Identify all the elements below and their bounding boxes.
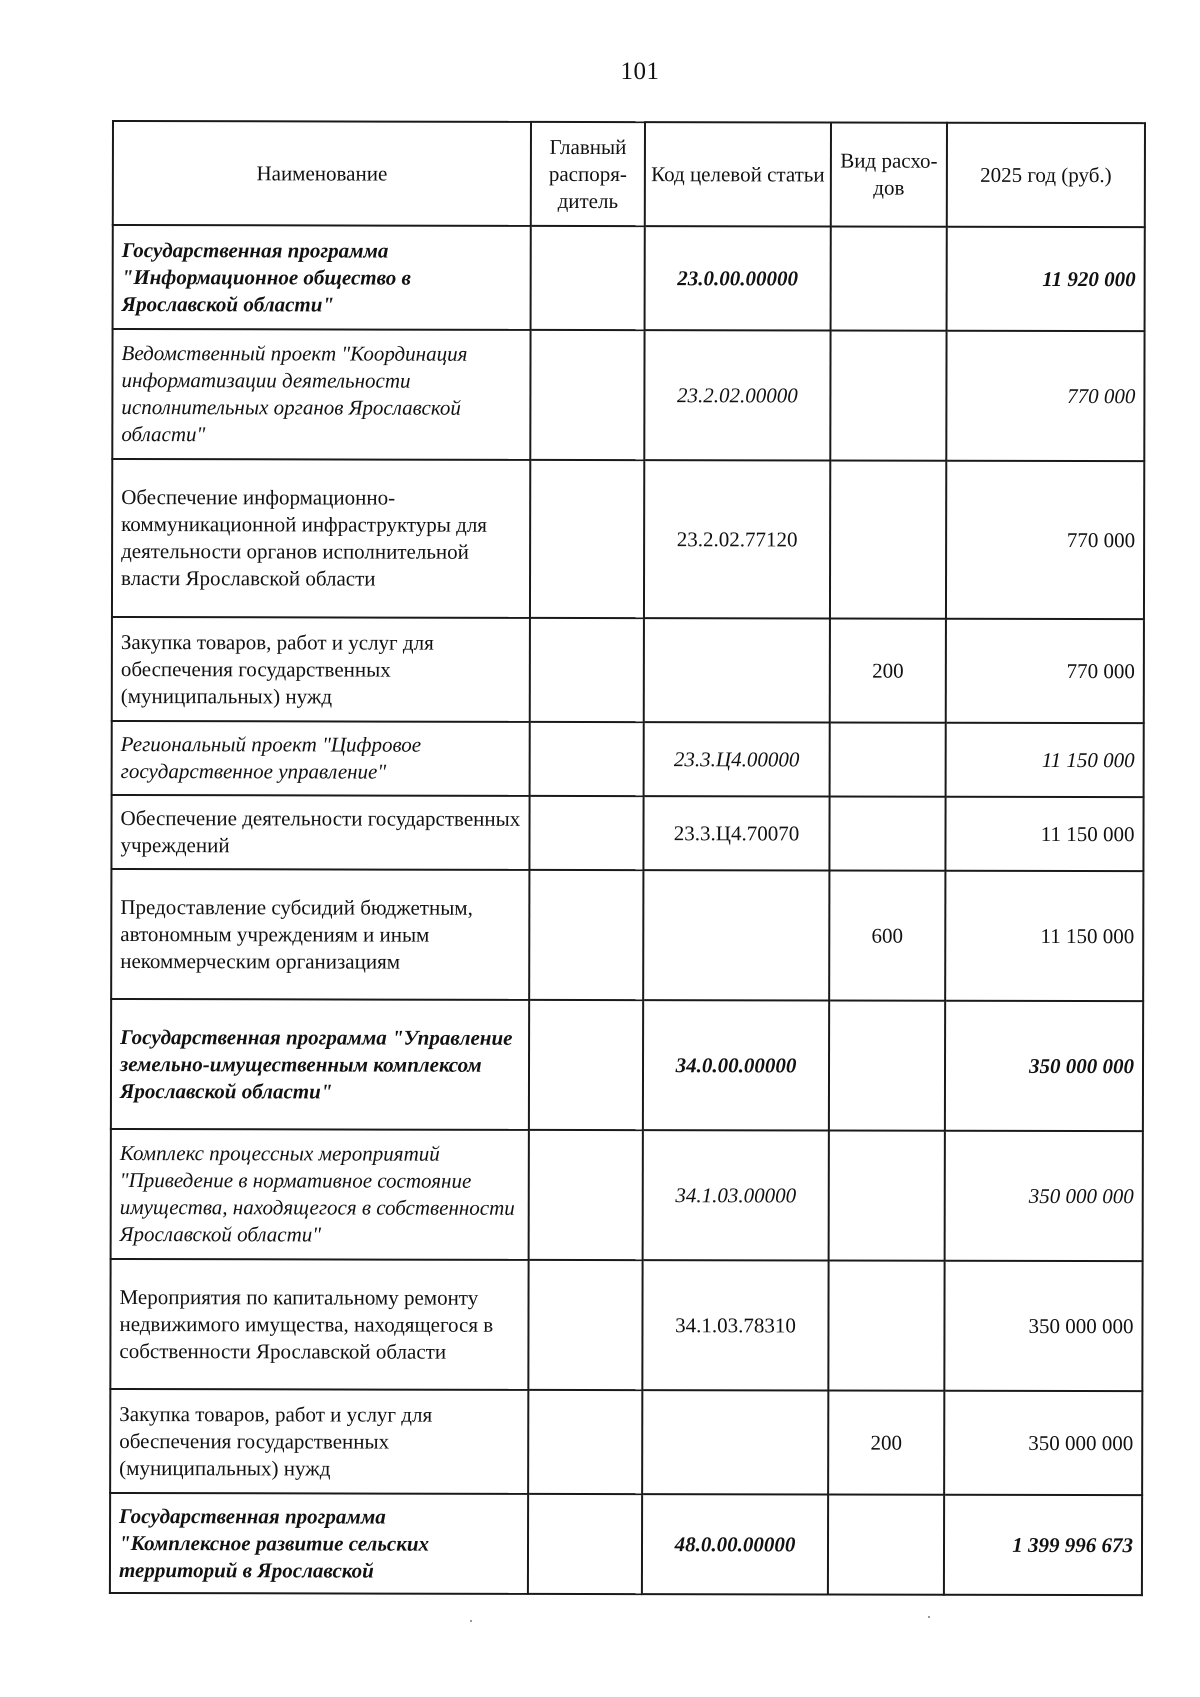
row-target-code: 34.1.03.00000	[643, 1130, 829, 1260]
row-name: Региональный проект "Цифровое государственное управление"	[112, 721, 530, 796]
row-chief-manager	[529, 796, 643, 870]
row-chief-manager	[528, 1390, 642, 1494]
row-expense-type	[829, 797, 945, 871]
row-target-code	[642, 1390, 828, 1494]
row-amount: 11 150 000	[945, 797, 1143, 871]
row-chief-manager	[529, 1130, 643, 1260]
table-row	[113, 225, 1145, 331]
page-number: 101	[620, 58, 660, 85]
row-name: Государственная программа "Управление земельно-имущественным комплексом Ярославской области"	[111, 999, 529, 1130]
row-amount: 770 000	[946, 619, 1144, 723]
row-target-code	[643, 870, 829, 1000]
row-chief-manager	[530, 460, 644, 618]
row-name: Государственная программа "Информационное общество в Ярославской области"	[113, 225, 531, 330]
row-amount: 770 000	[946, 461, 1144, 619]
row-amount: 350 000 000	[944, 1391, 1142, 1495]
row-chief-manager	[528, 1260, 642, 1390]
row-name: Обеспечение деятельности государственных учреждений	[111, 795, 529, 870]
row-expense-type	[830, 461, 946, 619]
row-amount: 350 000 000	[945, 1001, 1143, 1131]
row-amount: 350 000 000	[944, 1261, 1142, 1391]
row-expense-type: 200	[828, 1391, 944, 1495]
row-expense-type	[829, 1131, 945, 1261]
row-name: Закупка товаров, работ и услуг для обеспечения государственных (муниципальных) нужд	[110, 1389, 528, 1494]
table-row	[112, 617, 1144, 723]
row-name: Мероприятия по капитальному ремонту недвижимого имущества, находящегося в собственности Ярославской области	[110, 1259, 528, 1390]
row-expense-type	[830, 331, 946, 461]
header-row	[113, 121, 1145, 227]
row-name: Государственная программа "Комплексное развитие сельских территорий в Ярославской	[110, 1493, 528, 1594]
row-chief-manager	[530, 618, 644, 722]
header-name: Наименование	[113, 121, 531, 226]
row-expense-type	[829, 1001, 945, 1131]
header-chief-manager: Главный распоря-дитель	[531, 122, 645, 226]
row-target-code: 23.2.02.00000	[644, 330, 830, 460]
row-name: Ведомственный проект "Координация информатизации деятельности исполнительных органов Ярославской области"	[112, 329, 530, 460]
row-amount: 11 920 000	[947, 227, 1145, 331]
row-chief-manager	[530, 722, 644, 796]
header-amount-2025: 2025 год (руб.)	[947, 123, 1145, 227]
row-amount: 350 000 000	[945, 1131, 1143, 1261]
row-target-code: 34.1.03.78310	[642, 1260, 828, 1390]
row-name: Обеспечение информационно-коммуникационной инфраструктуры для деятельности органов исполнительной власти Ярославской области	[112, 459, 530, 618]
row-chief-manager	[531, 226, 645, 330]
row-target-code: 23.3.Ц4.00000	[644, 722, 830, 796]
row-expense-type	[828, 1261, 944, 1391]
row-name: Предоставление субсидий бюджетным, автономным учреждениям и иным некоммерческим организациям	[111, 869, 529, 1000]
table-row	[112, 721, 1144, 797]
row-expense-type: 600	[829, 871, 945, 1001]
table-row	[110, 1259, 1142, 1391]
row-chief-manager	[528, 1494, 642, 1594]
table-row	[111, 795, 1143, 871]
row-target-code: 23.0.00.00000	[645, 226, 831, 330]
table-row	[111, 869, 1143, 1001]
row-amount: 11 150 000	[945, 871, 1143, 1001]
table-row	[112, 459, 1144, 619]
row-chief-manager	[530, 330, 644, 460]
row-amount: 1 399 996 673	[944, 1495, 1142, 1595]
budget-table	[109, 120, 1146, 1596]
header-target-code: Код целевой статьи	[645, 122, 831, 226]
scan-speck	[928, 1616, 930, 1618]
table-row	[110, 1389, 1142, 1495]
row-expense-type	[828, 1495, 944, 1595]
row-target-code: 23.3.Ц4.70070	[643, 796, 829, 870]
row-amount: 11 150 000	[946, 723, 1144, 797]
table-row	[111, 999, 1143, 1131]
row-chief-manager	[529, 870, 643, 1000]
scan-speck	[470, 1620, 472, 1622]
row-target-code: 34.0.00.00000	[643, 1000, 829, 1130]
row-amount: 770 000	[946, 331, 1144, 461]
row-target-code: 48.0.00.00000	[642, 1494, 828, 1594]
row-expense-type	[831, 227, 947, 331]
header-expense-type: Вид расхо-дов	[831, 123, 947, 227]
row-target-code: 23.2.02.77120	[644, 460, 830, 618]
row-target-code	[644, 618, 830, 722]
row-name: Комплекс процессных мероприятий "Приведение в нормативное состояние имущества, находящегося в собственности Ярославской области"	[111, 1129, 529, 1260]
row-expense-type	[830, 723, 946, 797]
table-row	[110, 1493, 1142, 1595]
table-row	[111, 1129, 1143, 1261]
row-expense-type: 200	[830, 619, 946, 723]
table-row	[112, 329, 1144, 461]
row-chief-manager	[529, 1000, 643, 1130]
row-name: Закупка товаров, работ и услуг для обеспечения государственных (муниципальных) нужд	[112, 617, 530, 722]
